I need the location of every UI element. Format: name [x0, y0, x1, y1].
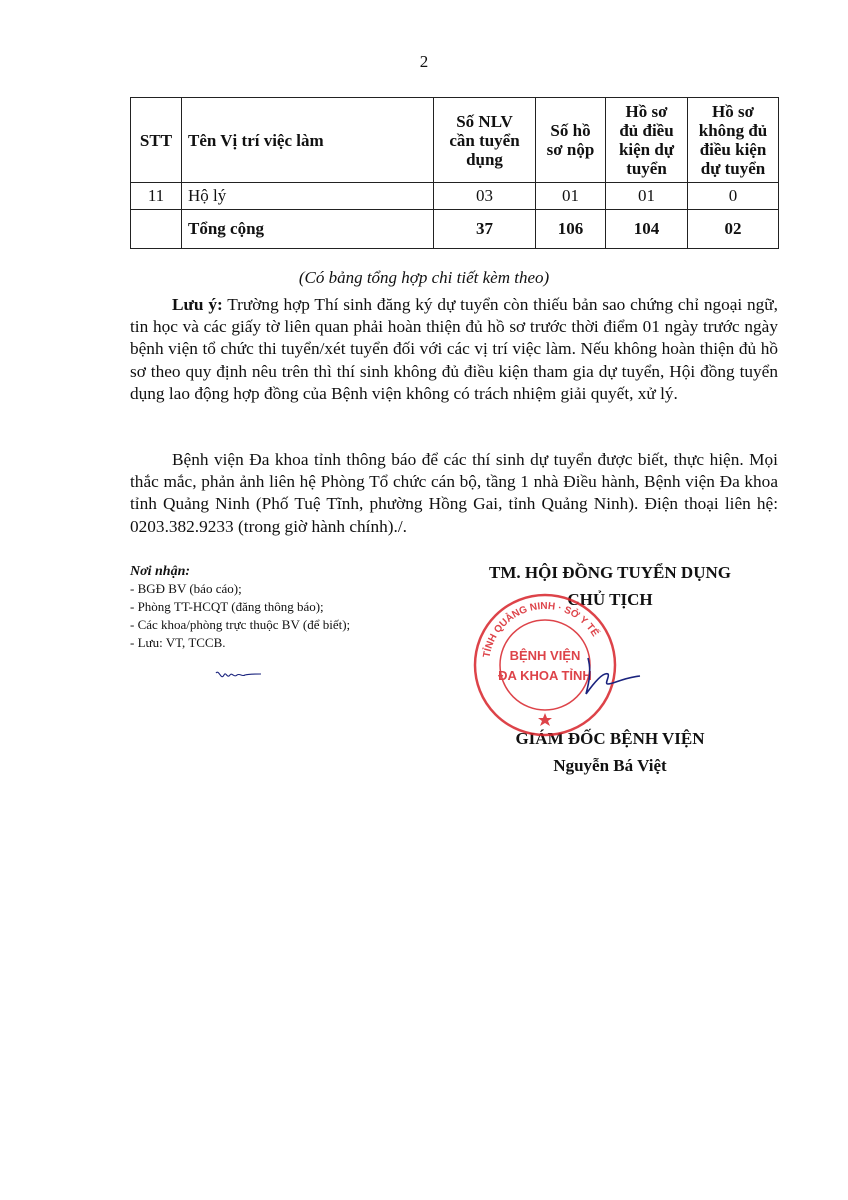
- seal-line1: BỆNH VIỆN: [509, 648, 581, 663]
- header-submitted-line: Số hồ: [550, 121, 591, 140]
- recipients-block: [130, 563, 450, 652]
- page-number: 2: [419, 52, 429, 71]
- header-eligible: [606, 98, 688, 183]
- recipients-title: Nơi nhận:: [130, 564, 191, 579]
- cell-total-submitted: 106: [536, 210, 606, 249]
- header-submitted: [536, 98, 606, 183]
- note-text: Trường hợp Thí sinh đăng ký dự tuyển còn thiếu bản sao chứng chỉ ngoại ngữ, tin học và các giấy tờ liên quan phải hoàn thiện đủ hồ sơ trước thời điểm 01 ngày trước ngày bệnh viện tổ chức thi tuyển/xét tuyển đối với các vị trí việc làm. Nếu không hoàn thiện đủ hồ sơ theo quy định nêu trên thì thí sinh không đủ điều kiện tham gia dự tuyển, Hội đồng tuyển dụng lao động hợp đồng của Bệnh viện không có trách nhiệm giải quyết, xử lý.: [130, 295, 778, 403]
- cell-position: Hộ lý: [182, 183, 434, 210]
- recipient-item: - Phòng TT-HCQT (đăng thông báo);: [130, 599, 324, 614]
- recipient-item: - Lưu: VT, TCCB.: [130, 635, 226, 650]
- header-ineligible: [688, 98, 779, 183]
- header-needed-line: cần tuyển: [449, 130, 520, 150]
- cell-stt: 11: [131, 183, 182, 210]
- header-needed: [434, 98, 536, 183]
- cell-submitted: 01: [536, 183, 606, 210]
- cell-eligible: 01: [606, 183, 688, 210]
- seal-star-icon: [538, 713, 552, 726]
- table-total-row: [131, 210, 779, 249]
- seal-ring-text: TỈNH QUẢNG NINH · SỞ Y TẾ: [481, 600, 601, 659]
- header-submitted-line: sơ nộp: [546, 140, 595, 159]
- announcement-paragraph: Bệnh viện Đa khoa tỉnh thông báo để các thí sinh dự tuyển được biết, thực hiện. Mọi thắc mắc, phản ảnh liên hệ Phòng Tổ chức cán bộ, tầng 1 nhà Điều hành, Bệnh viện Đa khoa tỉnh Quảng Ninh (Phố Tuệ Tĩnh, phường Hồng Gai, tỉnh Quảng Ninh). Điện thoại liên hệ: 0203.382.9233 (trong giờ hành chính)./.: [130, 450, 778, 536]
- header-needed-line: Số NLV: [456, 111, 513, 131]
- table-caption: (Có bảng tổng hợp chi tiết kèm theo): [298, 268, 550, 287]
- initials-mark: [214, 665, 264, 685]
- header-ineligible-line: điều kiện: [699, 140, 767, 159]
- chairman-title: CHỦ TỊCH: [567, 590, 653, 609]
- director-title: GIÁM ĐỐC BỆNH VIỆN: [515, 729, 705, 748]
- committee-title: TM. HỘI ĐỒNG TUYỂN DỤNG: [489, 563, 731, 582]
- cell-total-ineligible: 02: [688, 210, 779, 249]
- header-ineligible-line: dự tuyển: [700, 159, 766, 178]
- cell-total-stt: [131, 210, 182, 249]
- note-paragraph: [130, 294, 778, 405]
- header-ineligible-line: không đủ: [698, 121, 768, 140]
- table-row: [131, 183, 779, 210]
- table-header-row: [131, 98, 779, 183]
- header-ineligible-line: Hồ sơ: [711, 102, 754, 121]
- header-eligible-line: đủ điều: [619, 121, 674, 140]
- header-eligible-line: kiện dự: [618, 140, 675, 159]
- cell-total-label: Tổng cộng: [182, 210, 434, 249]
- cell-needed: 03: [434, 183, 536, 210]
- header-needed-line: dụng: [466, 149, 503, 169]
- recipient-item: - Các khoa/phòng trực thuộc BV (để biết);: [130, 617, 351, 632]
- cell-total-eligible: 104: [606, 210, 688, 249]
- header-eligible-line: tuyển: [626, 159, 667, 178]
- header-position: Tên Vị trí việc làm: [182, 98, 434, 183]
- seal-line2: ĐA KHOA TỈNH: [498, 668, 592, 683]
- director-name: Nguyễn Bá Việt: [553, 756, 667, 775]
- header-stt: STT: [131, 98, 182, 183]
- cell-ineligible: 0: [688, 183, 779, 210]
- cell-total-needed: 37: [434, 210, 536, 249]
- handwritten-signature: [578, 650, 648, 700]
- recipient-item: - BGĐ BV (báo cáo);: [130, 581, 242, 596]
- note-label: Lưu ý:: [172, 295, 223, 314]
- header-eligible-line: Hồ sơ: [625, 102, 668, 121]
- recruitment-summary-table: [130, 97, 779, 249]
